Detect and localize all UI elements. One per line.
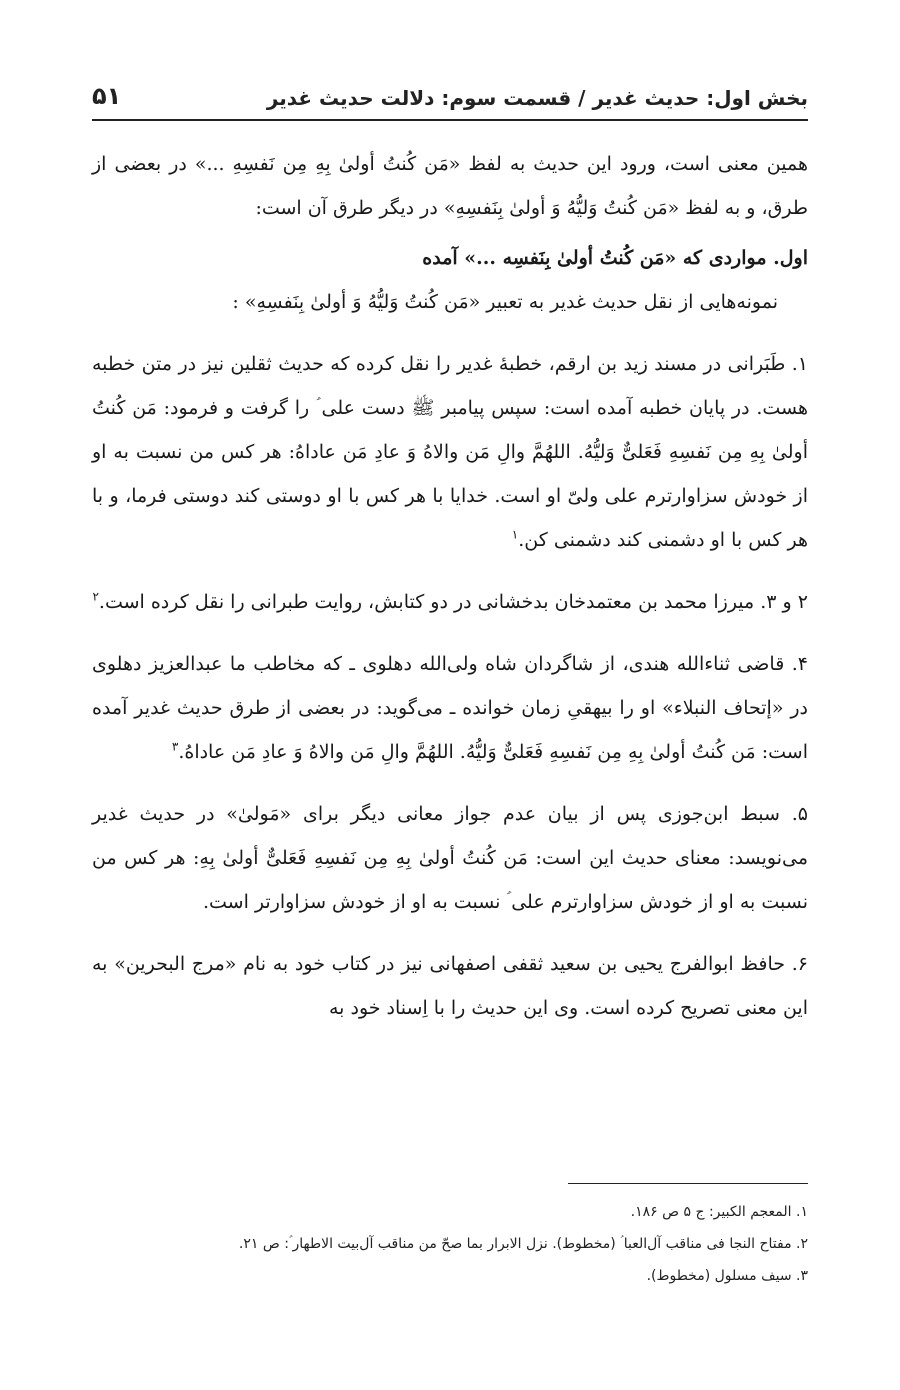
list-item-4-text: ۴. قاضی ثناءالله هندی، از شاگردان شاه ولی‌الله دهلوی ـ که مخاطب ما عبدالعزیز دهلوی در «إتحاف النبلاء» او را بیهقیِ زمان خوانده ـ می‌گوید: در بعضی از طرق حدیث غدیر آمده است: مَن کُنتُ أولیٰ بِهِ مِن نَفسِهِ فَعَلیٌّ وَلیُّهُ. اللهُمَّ والِ مَن والاهُ وَ عادِ مَن عاداهُ. bbox=[92, 653, 808, 763]
list-item-6: ۶. حافظ ابوالفرج یحیی بن سعید ثقفی اصفهانی نیز در کتاب خود به نام «مرج البحرین» به این معنی تصریح کرده است. وی این حدیث را با اِسناد خود به bbox=[92, 953, 808, 1019]
running-header bbox=[92, 68, 808, 110]
page-number: ۵۱ bbox=[92, 82, 122, 110]
body-text bbox=[92, 142, 808, 1030]
footnote-3: ۳. سیف مسلول (مخطوط). bbox=[646, 1268, 808, 1284]
list-item-1 bbox=[92, 342, 808, 562]
footnote-1: ۱. المعجم الکبیر: ج ۵ ص ۱۸۶. bbox=[630, 1204, 808, 1220]
list-item-2-text: ۲ و ۳. میرزا محمد بن معتمدخان بدخشانی در دو کتابش، روایت طبرانی را نقل کرده است. bbox=[98, 591, 808, 613]
running-title: بخش اول: حدیث غدیر / قسمت سوم: دلالت حدیث غدیر bbox=[266, 86, 808, 110]
header-rule bbox=[92, 119, 808, 121]
list-item-4 bbox=[92, 642, 808, 774]
footnote-ref-1: ۱ bbox=[511, 527, 519, 542]
section-subheading: نمونه‌هایی از نقل حدیث غدیر به تعبیر «مَن کُنتُ وَلیُّهُ وَ أولیٰ بِنَفسِهِ» : bbox=[232, 291, 778, 313]
list-item-2 bbox=[92, 580, 808, 624]
footnote-2: ۲. مفتاح النجا فی مناقب آل‌العبا ؑ (مخطوط). نزل الابرار بما صحّ من مناقب آل‌بیت الاطهار ؑ: ص ۲۱. bbox=[238, 1236, 808, 1252]
footnote-ref-3: ۳ bbox=[171, 739, 179, 754]
list-item-5: ۵. سبط ابن‌جوزی پس از بیان عدم جواز معانی دیگر برای «مَولیٰ» در حدیث غدیر می‌نویسد: معنای حدیث این است: مَن کُنتُ أولیٰ بِهِ مِن نَفسِهِ فَعَلیٌّ أولیٰ بِهِ: هر کس من نسبت به او از خودش سزاوارترم علی ؑ نسبت به او از خودش سزاوارتر است. bbox=[92, 803, 808, 913]
footnotes bbox=[92, 1196, 808, 1292]
section-heading: اول. مواردی که «مَن کُنتُ أولیٰ بِنَفسِه ...» آمده bbox=[422, 247, 808, 269]
footnote-separator bbox=[568, 1183, 808, 1184]
intro-paragraph: همین معنی است، ورود این حدیث به لفظ «مَن کُنتُ أولیٰ بِهِ مِن نَفسِهِ ...» در بعضی از طرق، و به لفظ «مَن کُنتُ وَلیُّهُ وَ أولیٰ بِنَفسِهِ» در دیگر طرق آن است: bbox=[92, 153, 808, 219]
list-item-1-text: ۱. طَبَرانی در مسند زید بن ارقم، خطبهٔ غدیر را نقل کرده که حدیث ثقلین نیز در متن خطبه هست. در پایان خطبه آمده است: سپس پیامبر ﷺ دست علی ؑ را گرفت و فرمود: مَن کُنتُ أولیٰ بِهِ مِن نَفسِهِ فَعَلیٌّ وَلیُّهُ. اللهُمَّ والِ مَن والاهُ وَ عادِ مَن عاداهُ: هر کس من نسبت به او از خودش سزاوارترم علی ولیّ او است. خدایا با هر کس با او دوستی کند دوستی فرما، و با هر کس با او دشمنی کند دشمنی کن. bbox=[92, 353, 808, 551]
footnote-ref-2: ۲ bbox=[92, 589, 99, 604]
